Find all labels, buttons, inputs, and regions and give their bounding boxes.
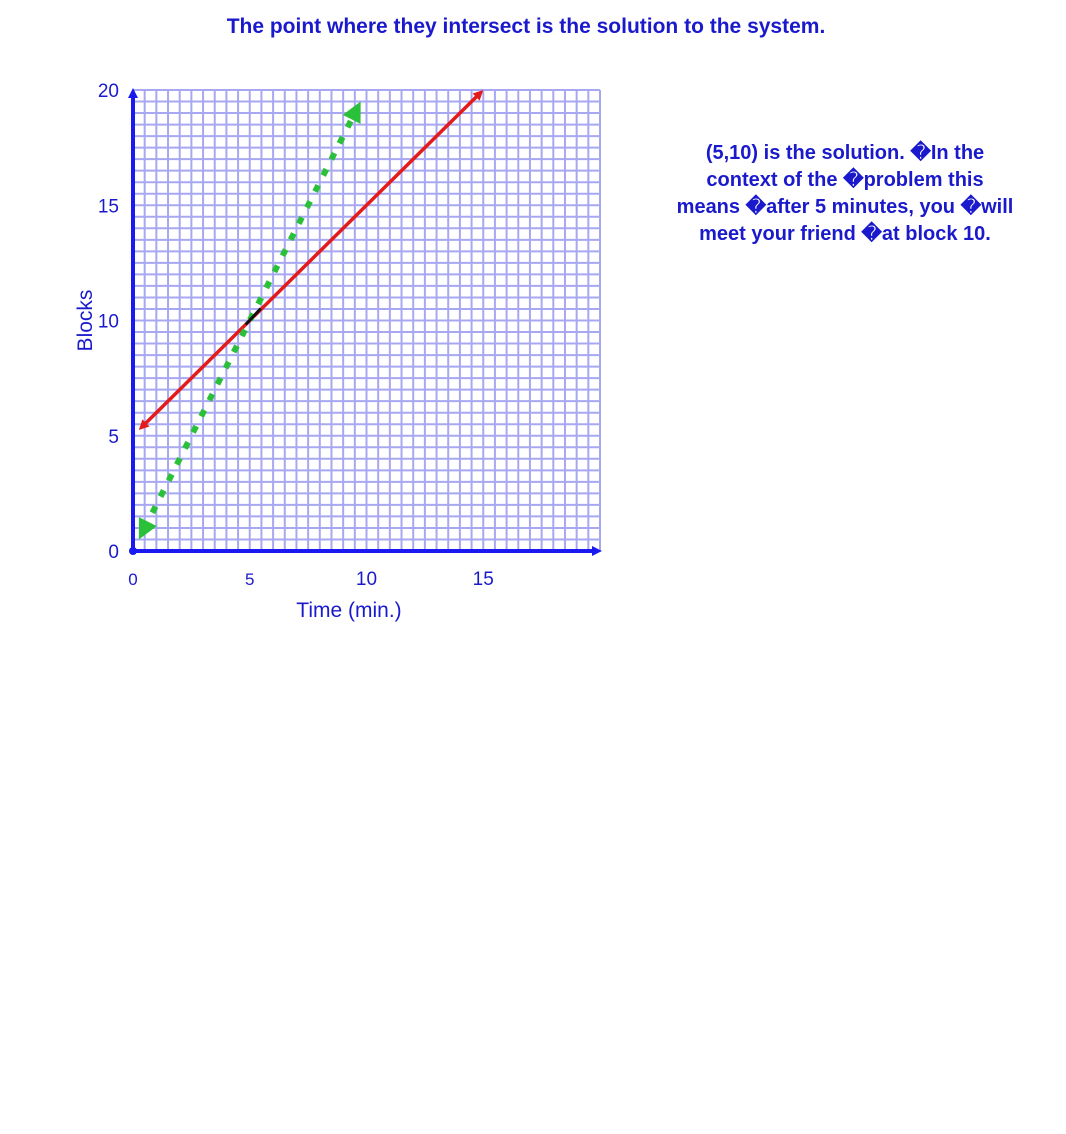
series-line-friend	[143, 94, 479, 426]
y-tick-label: 20	[97, 81, 119, 102]
line-chart	[0, 0, 640, 640]
y-tick-label: 15	[97, 196, 119, 218]
chart-title: The point where they intersect is the solution to the system.	[226, 15, 826, 38]
y-tick-label: 10	[97, 311, 119, 333]
solution-annotation: (5,10) is the solution. �In the context of the �problem this means �after 5 minutes, you �will meet your friend �at block 10.	[676, 142, 1014, 245]
grid	[133, 90, 600, 551]
y-axis-label: Blocks	[74, 289, 97, 352]
x-tick-label: 15	[472, 569, 494, 590]
y-tick-label: 0	[108, 542, 119, 563]
origin-dot	[129, 547, 137, 555]
x-tick-label: 10	[355, 569, 378, 590]
intersection-mark	[246, 309, 261, 325]
x-axis-label: Time (min.)	[296, 599, 402, 622]
y-tick-label: 5	[108, 426, 119, 448]
x-tick-label: 5	[245, 570, 255, 589]
x-tick-label: 0	[128, 570, 138, 589]
